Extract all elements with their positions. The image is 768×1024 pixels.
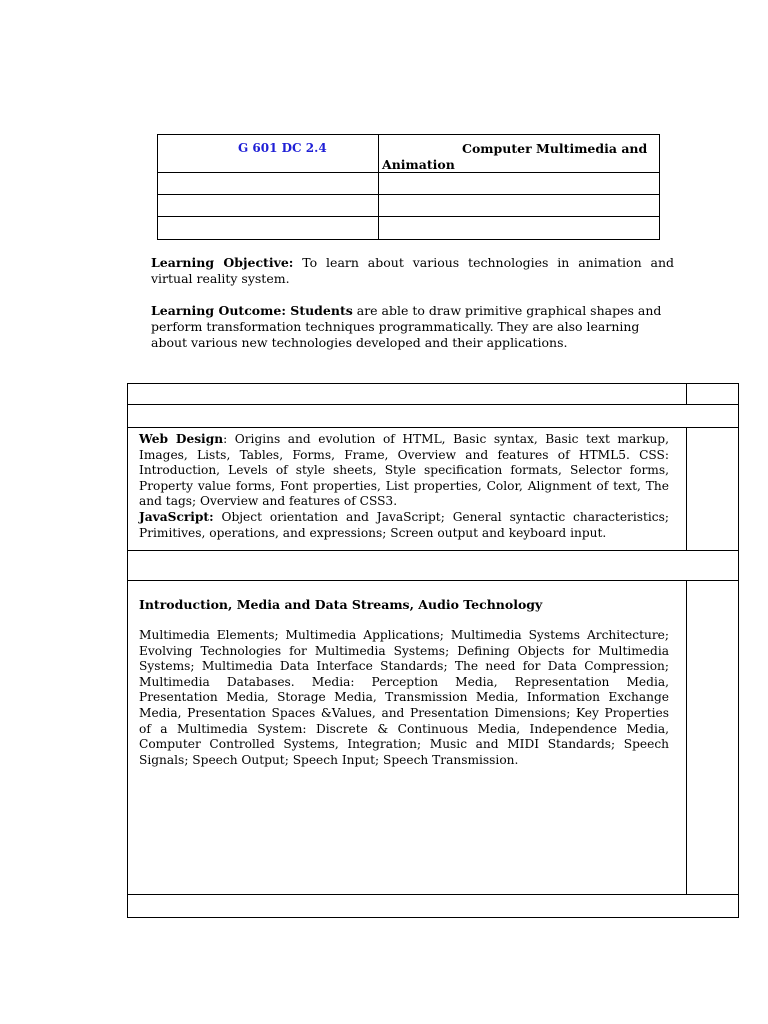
web-design-label: Web Design — [139, 432, 224, 446]
course-title-cell — [378, 134, 660, 173]
empty-cell — [378, 216, 660, 240]
unit2-content-cell — [127, 580, 687, 895]
course-title-line2: Animation — [382, 157, 455, 172]
learning-objective-text: To learn about various technologies in animation and virtual reality system. — [151, 255, 674, 286]
web-design-text: : Origins and evolution of HTML, Basic syntax, Basic text markup, Images, Lists, Tables, Forms, Frame, Overview and features of HTML5. CSS: Introduction, Levels of style sheets, Style specification formats, Selector forms, Property value forms, Font properties, List properties, Color, Alignment of text, The and tags; Overview and features of CSS3. — [139, 432, 669, 509]
empty-cell — [157, 194, 379, 217]
learning-objective — [151, 255, 674, 287]
empty-cell — [378, 172, 660, 195]
unit-header-row — [127, 550, 739, 581]
syllabus-table — [127, 383, 739, 918]
empty-cell — [686, 427, 739, 551]
course-code: G 601 DC 2.4 — [238, 141, 327, 155]
learning-objective-label: Learning Objective: — [151, 255, 294, 270]
unit2-heading: Introduction, Media and Data Streams, Audio Technology — [139, 597, 543, 612]
empty-cell — [378, 194, 660, 217]
javascript-text: Object orientation and JavaScript; General syntactic characteristics; Primitives, operations, and expressions; Screen output and keyboard input. — [139, 509, 669, 540]
unit1-content-cell — [127, 427, 687, 551]
learning-outcome-text: are able to draw primitive graphical shapes and perform transformation techniques programmatically. They are also learning about various new technologies developed and their applications. — [151, 303, 662, 350]
learning-outcome — [151, 303, 674, 351]
unit1-content — [139, 432, 669, 541]
course-header-table — [157, 134, 660, 240]
javascript-label: JavaScript: — [139, 509, 214, 524]
empty-cell — [127, 894, 739, 918]
course-code-cell — [157, 134, 379, 173]
learning-outcome-label: Learning Outcome: Students — [151, 303, 353, 318]
unit2-text: Multimedia Elements; Multimedia Applications; Multimedia Systems Architecture; Evolving Technologies for Multimedia Systems; Defining Objects for Multimedia Systems; Multimedia Data Interface Standards; The need for Data Compression; Multimedia Databases. Media: Perception Media, Representation Media, Presentation Media, Storage Media, Transmission Media, Information Exchange Media, Presentation Spaces &Values, and Presentation Dimensions; Key Properties of a Multimedia System: Discrete & Continuous Media, Independence Media, Computer Controlled Systems, Integration; Music and MIDI Standards; Speech Signals; Speech Output; Speech Input; Speech Transmission. — [139, 628, 669, 767]
unit-header-row — [127, 404, 739, 428]
empty-cell — [157, 172, 379, 195]
empty-cell — [686, 383, 739, 405]
course-title-line1: Computer Multimedia and — [462, 141, 648, 156]
empty-cell — [127, 383, 687, 405]
empty-cell — [157, 216, 379, 240]
empty-cell — [686, 580, 739, 895]
